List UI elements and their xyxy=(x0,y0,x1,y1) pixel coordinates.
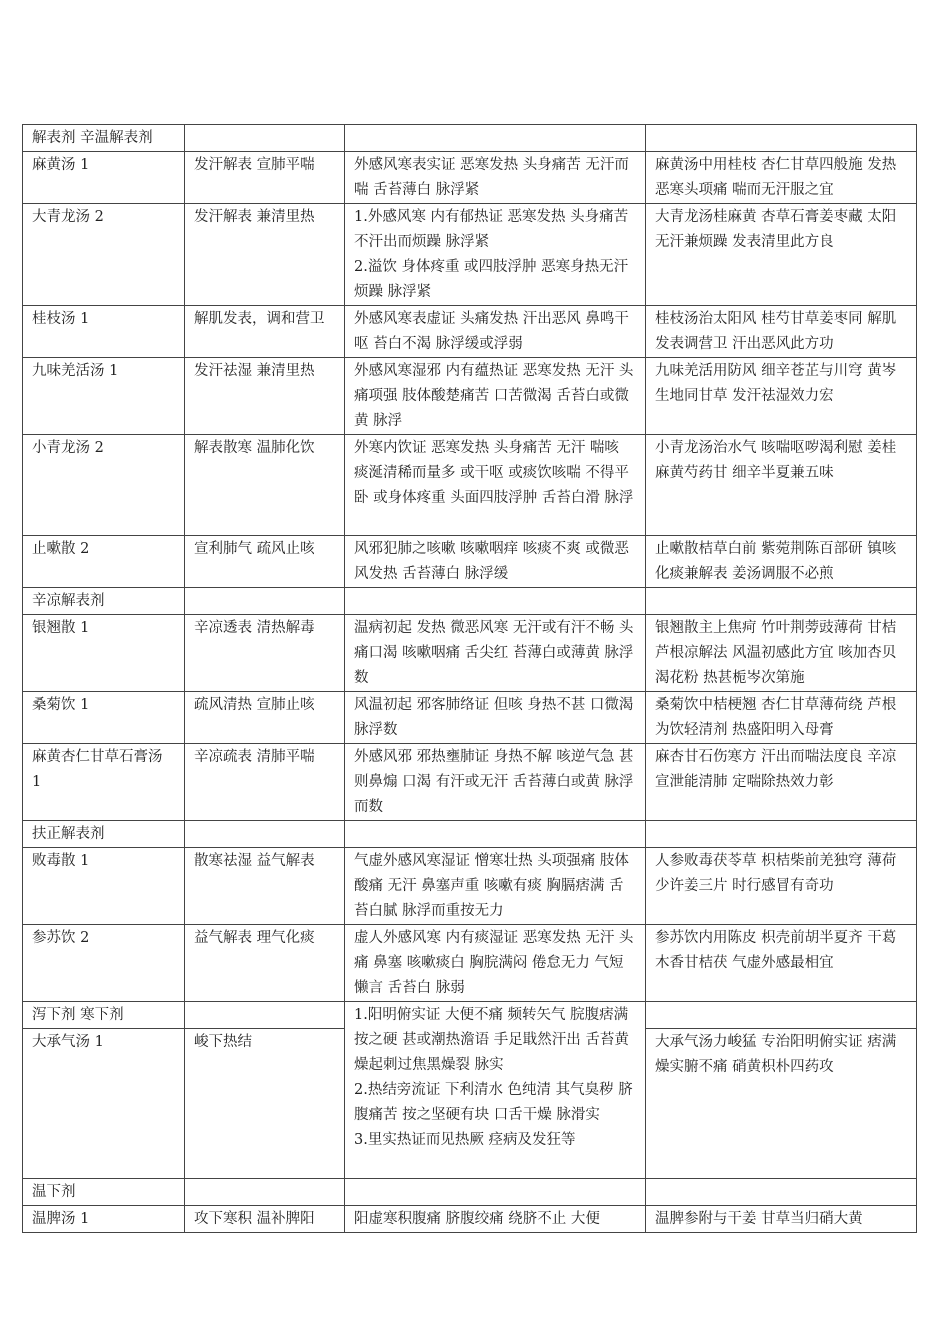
formula-syndrome: 气虚外感风寒湿证 憎寒壮热 头项强痛 肢体酸痛 无汗 鼻塞声重 咳嗽有痰 胸膈痞满 舌苔白腻 脉浮而重按无力 xyxy=(345,848,646,925)
formula-effect: 辛凉透表 清热解毒 xyxy=(185,615,345,692)
section-row xyxy=(23,821,917,848)
formula-name: 大承气汤 1 xyxy=(23,1029,185,1179)
formula-syndrome: 1.外感风寒 内有郁热证 恶寒发热 头身痛苦不汗出而烦躁 脉浮紧 2.溢饮 身体疼重 或四肢浮肿 恶寒身热无汗 烦躁 脉浮紧 xyxy=(345,204,646,306)
formula-song: 止嗽散桔草白前 紫菀荆陈百部研 镇咳化痰兼解表 姜汤调服不必煎 xyxy=(646,536,917,588)
formula-effect: 解肌发表，调和营卫 xyxy=(185,306,345,358)
formula-row xyxy=(23,435,917,536)
formula-song: 麻杏甘石伤寒方 汗出而喘法度良 辛凉宣泄能清肺 定喘除热效力彰 xyxy=(646,744,917,821)
formula-song: 银翘散主上焦疴 竹叶荆蒡豉薄荷 甘桔芦根凉解法 风温初感此方宜 咳加杏贝渴花粉 热甚栀岑次第施 xyxy=(646,615,917,692)
formula-song: 人参败毒茯苓草 枳桔柴前羌独穹 薄荷少许姜三片 时行感冒有奇功 xyxy=(646,848,917,925)
formula-row xyxy=(23,692,917,744)
formula-name: 大青龙汤 2 xyxy=(23,204,185,306)
formula-song: 麻黄汤中用桂枝 杏仁甘草四般施 发热恶寒头项痛 喘而无汗服之宜 xyxy=(646,152,917,204)
formula-song: 九味羌活用防风 细辛苍芷与川穹 黄岑生地同甘草 发汗祛湿效力宏 xyxy=(646,358,917,435)
section-row xyxy=(23,125,917,152)
section-row xyxy=(23,1002,917,1029)
formula-name: 败毒散 1 xyxy=(23,848,185,925)
formula-effect: 散寒祛湿 益气解表 xyxy=(185,848,345,925)
formula-row xyxy=(23,615,917,692)
formula-row xyxy=(23,306,917,358)
section-title: 辛凉解表剂 xyxy=(23,588,185,615)
formula-syndrome: 外感风寒表虚证 头痛发热 汗出恶风 鼻鸣干呕 苔白不渴 脉浮缓或浮弱 xyxy=(345,306,646,358)
formula-effect: 益气解表 理气化痰 xyxy=(185,925,345,1002)
formula-effect: 攻下寒积 温补脾阳 xyxy=(185,1206,345,1233)
formula-name: 麻黄杏仁甘草石膏汤 1 xyxy=(23,744,185,821)
formula-song: 大承气汤力峻猛 专治阳明俯实证 痞满燥实腑不痛 硝黄枳朴四药攻 xyxy=(646,1029,917,1179)
formula-syndrome: 外感风邪 邪热壅肺证 身热不解 咳逆气急 甚则鼻煽 口渴 有汗或无汗 舌苔薄白或黄 脉浮而数 xyxy=(345,744,646,821)
formula-song: 参苏饮内用陈皮 枳壳前胡半夏齐 干葛木香甘桔茯 气虚外感最相宜 xyxy=(646,925,917,1002)
formula-song: 温脾参附与干姜 甘草当归硝大黄 xyxy=(646,1206,917,1233)
formula-syndrome: 温病初起 发热 微恶风寒 无汗或有汗不畅 头痛口渴 咳嗽咽痛 舌尖红 苔薄白或薄黄 脉浮数 xyxy=(345,615,646,692)
formula-syndrome: 风温初起 邪客肺络证 但咳 身热不甚 口微渴 脉浮数 xyxy=(345,692,646,744)
section-row xyxy=(23,588,917,615)
formula-song: 大青龙汤桂麻黄 杏草石膏姜枣藏 太阳无汗兼烦躁 发表清里此方良 xyxy=(646,204,917,306)
formula-row xyxy=(23,925,917,1002)
section-title: 泻下剂 寒下剂 xyxy=(23,1002,185,1029)
formula-name: 小青龙汤 2 xyxy=(23,435,185,536)
formula-table xyxy=(22,124,917,1233)
formula-syndrome: 风邪犯肺之咳嗽 咳嗽咽痒 咳痰不爽 或微恶风发热 舌苔薄白 脉浮缓 xyxy=(345,536,646,588)
formula-name: 温脾汤 1 xyxy=(23,1206,185,1233)
formula-effect: 解表散寒 温肺化饮 xyxy=(185,435,345,536)
formula-syndrome: 外感风寒湿邪 内有蕴热证 恶寒发热 无汗 头痛项强 肢体酸楚痛苦 口苦微渴 舌苔白或微黄 脉浮 xyxy=(345,358,646,435)
formula-effect: 宣利肺气 疏风止咳 xyxy=(185,536,345,588)
formula-effect: 发汗解表 兼清里热 xyxy=(185,204,345,306)
formula-name: 止嗽散 2 xyxy=(23,536,185,588)
formula-song: 桑菊饮中桔梗翘 杏仁甘草薄荷绕 芦根为饮轻清剂 热盛阳明入母膏 xyxy=(646,692,917,744)
section-row xyxy=(23,1179,917,1206)
section-title: 扶正解表剂 xyxy=(23,821,185,848)
formula-row xyxy=(23,358,917,435)
formula-name: 九味羌活汤 1 xyxy=(23,358,185,435)
formula-row xyxy=(23,536,917,588)
formula-name: 麻黄汤 1 xyxy=(23,152,185,204)
section-title: 解表剂 辛温解表剂 xyxy=(23,125,185,152)
formula-row xyxy=(23,744,917,821)
formula-effect: 发汗解表 宣肺平喘 xyxy=(185,152,345,204)
formula-song: 桂枝汤治太阳风 桂芍甘草姜枣同 解肌发表调营卫 汗出恶风此方功 xyxy=(646,306,917,358)
formula-effect: 疏风清热 宣肺止咳 xyxy=(185,692,345,744)
formula-effect: 发汗祛湿 兼清里热 xyxy=(185,358,345,435)
formula-effect: 辛凉疏表 清肺平喘 xyxy=(185,744,345,821)
formula-row xyxy=(23,848,917,925)
formula-song: 小青龙汤治水气 咳喘呕哕渴利慰 姜桂麻黄芍药甘 细辛半夏兼五味 xyxy=(646,435,917,536)
formula-row xyxy=(23,1206,917,1233)
formula-syndrome: 1.阳明俯实证 大便不痛 频转矢气 脘腹痞满 按之硬 甚或潮热澹语 手足戢然汗出 舌苔黄燥起刺过焦黑燥裂 脉实 2.热结旁流证 下利清水 色纯清 其气臭秽 脐腹痛苦 按之坚硬有块 口舌干燥 脉滑实 3.里实热证而见热厥 痉病及发狂等 xyxy=(345,1002,646,1179)
formula-name: 银翘散 1 xyxy=(23,615,185,692)
formula-row xyxy=(23,204,917,306)
formula-name: 桂枝汤 1 xyxy=(23,306,185,358)
formula-effect: 峻下热结 xyxy=(185,1029,345,1179)
formula-syndrome: 外寒内饮证 恶寒发热 头身痛苦 无汗 喘咳 痰涎清稀而量多 或干呕 或痰饮咳喘 不得平卧 或身体疼重 头面四肢浮肿 舌苔白滑 脉浮 xyxy=(345,435,646,536)
formula-name: 桑菊饮 1 xyxy=(23,692,185,744)
formula-name: 参苏饮 2 xyxy=(23,925,185,1002)
formula-syndrome: 阳虚寒积腹痛 脐腹绞痛 绕脐不止 大便 xyxy=(345,1206,646,1233)
formula-syndrome: 虚人外感风寒 内有痰湿证 恶寒发热 无汗 头痛 鼻塞 咳嗽痰白 胸脘满闷 倦怠无力 气短懒言 舌苔白 脉弱 xyxy=(345,925,646,1002)
formula-row xyxy=(23,152,917,204)
section-title: 温下剂 xyxy=(23,1179,185,1206)
formula-syndrome: 外感风寒表实证 恶寒发热 头身痛苦 无汗而喘 舌苔薄白 脉浮紧 xyxy=(345,152,646,204)
